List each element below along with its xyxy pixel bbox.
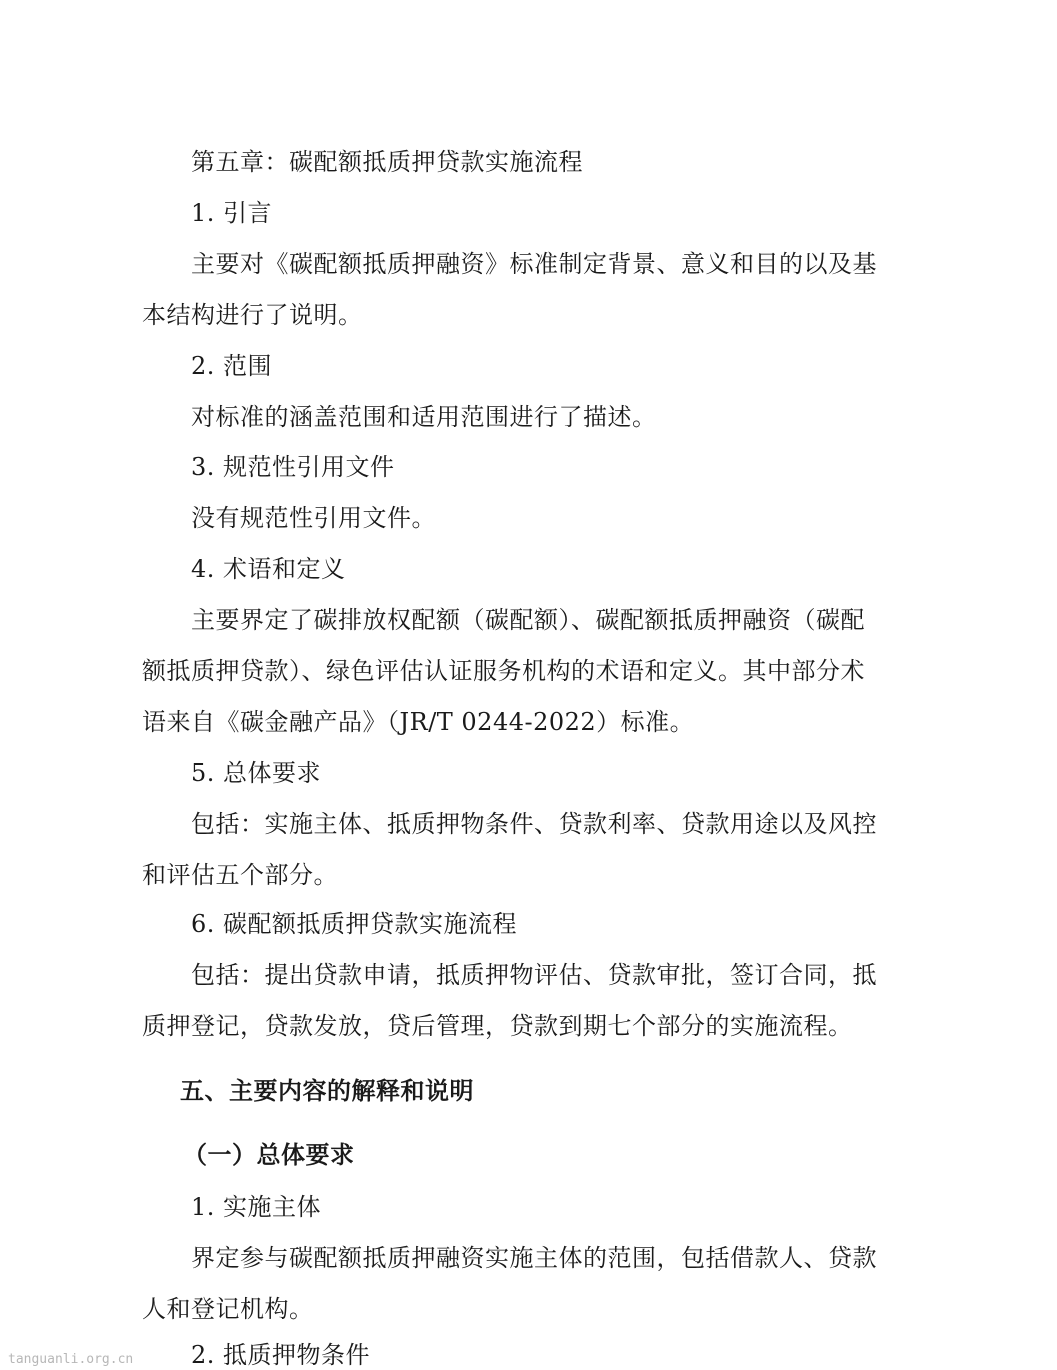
paragraph-line: 和评估五个部分。 — [142, 861, 338, 889]
paragraph-line: 主要对《碳配额抵质押融资》标准制定背景、意义和目的以及基 — [191, 250, 877, 278]
section-five-heading: 五、主要内容的解释和说明 — [180, 1077, 474, 1105]
item-heading-implementing-entity: 1. 实施主体 — [191, 1193, 322, 1221]
paragraph-line: 对标准的涵盖范围和适用范围进行了描述。 — [191, 403, 657, 431]
paragraph-line: 主要界定了碳排放权配额（碳配额）、碳配额抵质押融资（碳配 — [191, 606, 865, 634]
paragraph-line: 没有规范性引用文件。 — [191, 504, 436, 532]
paragraph-line: 人和登记机构。 — [142, 1295, 314, 1323]
paragraph-line: 语来自《碳金融产品》（JR/T 0244-2022）标准。 — [142, 708, 695, 736]
chapter-title: 第五章：碳配额抵质押贷款实施流程 — [191, 148, 583, 176]
item-heading-collateral-conditions: 2. 抵质押物条件 — [191, 1341, 371, 1369]
paragraph-line: 本结构进行了说明。 — [142, 301, 363, 329]
subsection-heading-general: （一）总体要求 — [183, 1141, 355, 1169]
paragraph-line: 界定参与碳配额抵质押融资实施主体的范围，包括借款人、贷款 — [191, 1244, 877, 1272]
paragraph-line: 额抵质押贷款）、绿色评估认证服务机构的术语和定义。其中部分术 — [142, 657, 865, 685]
paragraph-line: 质押登记，贷款发放，贷后管理，贷款到期七个部分的实施流程。 — [142, 1012, 853, 1040]
watermark: tanguanli.org.cn — [8, 1352, 134, 1367]
section-heading-introduction: 1. 引言 — [191, 199, 273, 227]
section-heading-loan-process: 6. 碳配额抵质押贷款实施流程 — [191, 910, 518, 938]
paragraph-line: 包括：提出贷款申请，抵质押物评估、贷款审批，签订合同，抵 — [191, 961, 877, 989]
paragraph-line: 包括：实施主体、抵质押物条件、贷款利率、贷款用途以及风控 — [191, 810, 877, 838]
section-heading-general-requirements: 5. 总体要求 — [191, 759, 322, 787]
section-heading-terms: 4. 术语和定义 — [191, 555, 346, 583]
section-heading-scope: 2. 范围 — [191, 352, 273, 380]
section-heading-normative-references: 3. 规范性引用文件 — [191, 453, 395, 481]
